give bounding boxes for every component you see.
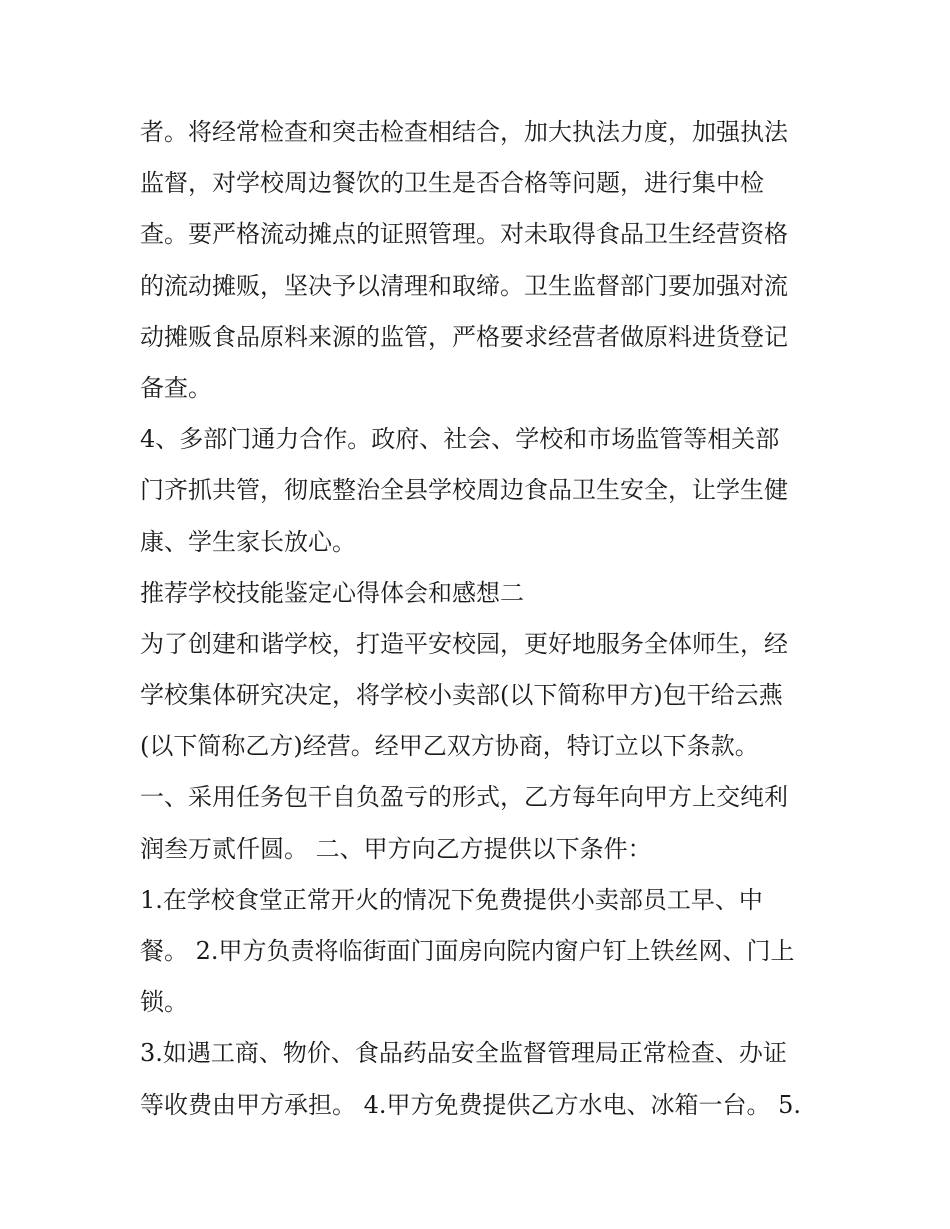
text-line: 4、多部门通力合作。政府、社会、学校和市场监管等相关部 — [140, 425, 780, 454]
text-line: 查。要严格流动摊点的证照管理。对未取得食品卫生经营资格 — [140, 220, 788, 249]
section-heading: 推荐学校技能鉴定心得体会和感想二 — [140, 578, 524, 607]
text-line: 润叁万贰仟圆。 二、甲方向乙方提供以下条件： — [140, 834, 652, 863]
text-line: 门齐抓共管，彻底整治全县学校周边食品卫生安全，让学生健 — [140, 476, 788, 505]
document-body — [140, 107, 820, 1131]
text-line: 备查。 — [140, 373, 212, 402]
text-line: 动摊贩食品原料来源的监管，严格要求经营者做原料进货登记 — [140, 322, 788, 351]
text-line: 者。将经常检查和突击检查相结合，加大执法力度，加强执法 — [140, 118, 788, 146]
text-line: (以下简称乙方)经营。经甲乙双方协商，特订立以下条款。 — [140, 732, 759, 761]
text-line: 1.在学校食堂正常开火的情况下免费提供小卖部员工早、中 — [140, 885, 763, 914]
text-line: 康、学生家长放心。 — [140, 527, 356, 556]
text-line: 为了创建和谐学校，打造平安校园，更好地服务全体师生，经 — [140, 629, 788, 658]
text-line: 餐。 2.甲方负责将临街面门面房向院内窗户钉上铁丝网、门上 — [140, 937, 795, 965]
text-line: 一、采用任务包干自负盈亏的形式，乙方每年向甲方上交纯利 — [140, 783, 788, 812]
text-line: 锁。 — [140, 988, 188, 1017]
text-line: 3.如遇工商、物价、食品药品安全监督管理局正常检查、办证 — [140, 1039, 787, 1068]
text-line: 学校集体研究决定，将学校小卖部(以下简称甲方)包干给云燕 — [140, 681, 783, 710]
text-line: 等收费由甲方承担。 4.甲方免费提供乙方水电、冰箱一台。 5. — [140, 1090, 802, 1119]
text-line: 监督，对学校周边餐饮的卫生是否合格等问题，进行集中检 — [140, 169, 764, 198]
text-line: 的流动摊贩，坚决予以清理和取缔。卫生监督部门要加强对流 — [140, 271, 788, 300]
